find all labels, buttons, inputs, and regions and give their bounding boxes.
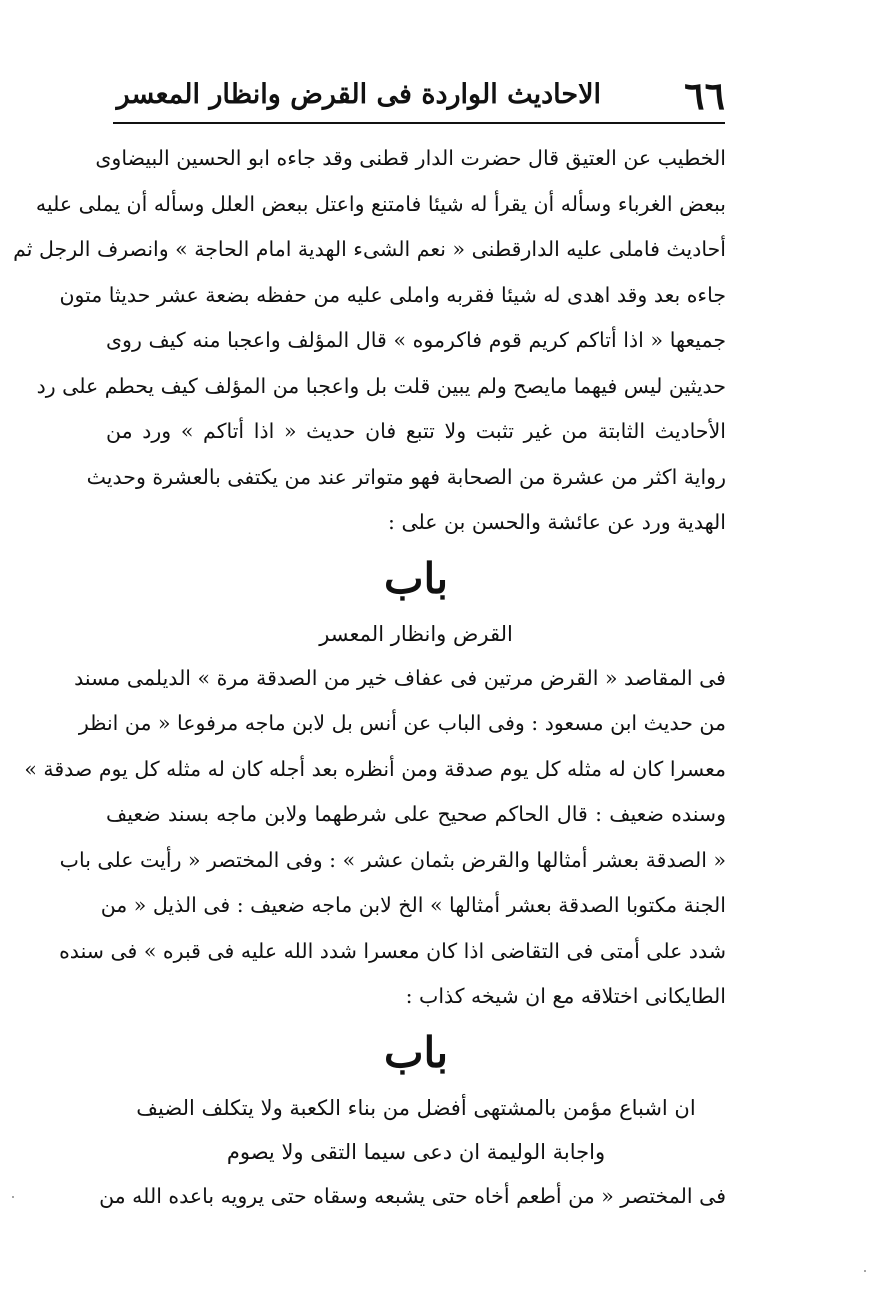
text-line: وسنده ضعيف : قال الحاكم صحيح على شرطهما ولابن ماجه بسند ضعيف	[106, 802, 726, 826]
page-body	[13, 136, 726, 1219]
text-line: شدد على أمتى فى التقاضى اذا كان معسرا شدد الله عليه فى قبره » فى سنده	[59, 938, 726, 963]
text-line: ببعض الغرباء وسأله أن يقرأ له شيئا فامتنع واعتل ببعض العلل وسأله أن يملى عليه	[35, 191, 726, 216]
text-line: فى المقاصد « القرض مرتين فى عفاف خير من الصدقة مرة » الديلمى مسند	[74, 665, 726, 690]
text-line: معسرا كان له مثله كل يوم صدقة ومن أنظره بعد أجله كان له مثله كل يوم صدقة »	[24, 756, 726, 781]
text-line: أحاديث فاملى عليه الدارقطنى « نعم الشىء الهدية امام الحاجة » وانصرف الرجل ثم	[13, 237, 726, 261]
text-line: الطايكانى اختلاقه مع ان شيخه كذاب :	[405, 984, 726, 1008]
text-line: الجنة مكتوبا الصدقة بعشر أمثالها » الخ لابن ماجه ضعيف : فى الذيل « من	[100, 893, 726, 917]
text-line: الأحاديث الثابتة من غير تثبت ولا تتبع فان حديث « اذا أتاكم » ورد من	[106, 419, 726, 443]
text-line: حديثين ليس فيهما مايصح ولم يبين قلت بل واعجبا من المؤلف كيف يحطم على رد	[36, 373, 726, 398]
page-header	[113, 72, 725, 122]
text-line: جميعها « اذا أتاكم كريم قوم فاكرموه » قال المؤلف واعجبا منه كيف روى	[106, 328, 726, 352]
chapter-subheading: القرض وانظار المعسر	[319, 621, 513, 646]
scan-speck	[864, 1270, 866, 1272]
running-title: الاحاديث الواردة فى القرض وانظار المعسر	[116, 79, 601, 110]
chapter-heading: باب	[383, 1027, 449, 1077]
page-number: ٦٦	[684, 73, 725, 118]
chapter-heading: باب	[383, 553, 449, 603]
text-line: « الصدقة بعشر أمثالها والقرض بثمان عشر » : وفى المختصر « رأيت على باب	[59, 847, 726, 872]
text-line: جاءه بعد وقد اهدى له شيئا فقربه واملى عليه من حفظه بضعة عشر حديثا متون	[59, 282, 726, 307]
scan-speck	[12, 1196, 14, 1198]
header-rule	[113, 122, 725, 124]
text-line: الهدية ورد عن عائشة والحسن بن على :	[388, 510, 726, 534]
text-line: فى المختصر « من أطعم أخاه حتى يشبعه وسقاه حتى يرويه باعده الله من	[99, 1183, 726, 1208]
text-line: رواية اكثر من عشرة من الصحابة فهو متواتر عند من يكتفى بالعشرة وحديث	[86, 464, 726, 489]
chapter-subheading: واجابة الوليمة ان دعى سيما التقى ولا يصوم	[226, 1139, 606, 1164]
text-line: من حديث ابن مسعود : وفى الباب عن أنس بل لابن ماجه مرفوعا « من انظر	[78, 711, 726, 735]
text-line: الخطيب عن العتيق قال حضرت الدار قطنى وقد جاءه ابو الحسين البيضاوى	[95, 146, 726, 170]
chapter-subheading: ان اشباع مؤمن بالمشتهى أفضل من بناء الكعبة ولا يتكلف الضيف	[136, 1095, 696, 1120]
